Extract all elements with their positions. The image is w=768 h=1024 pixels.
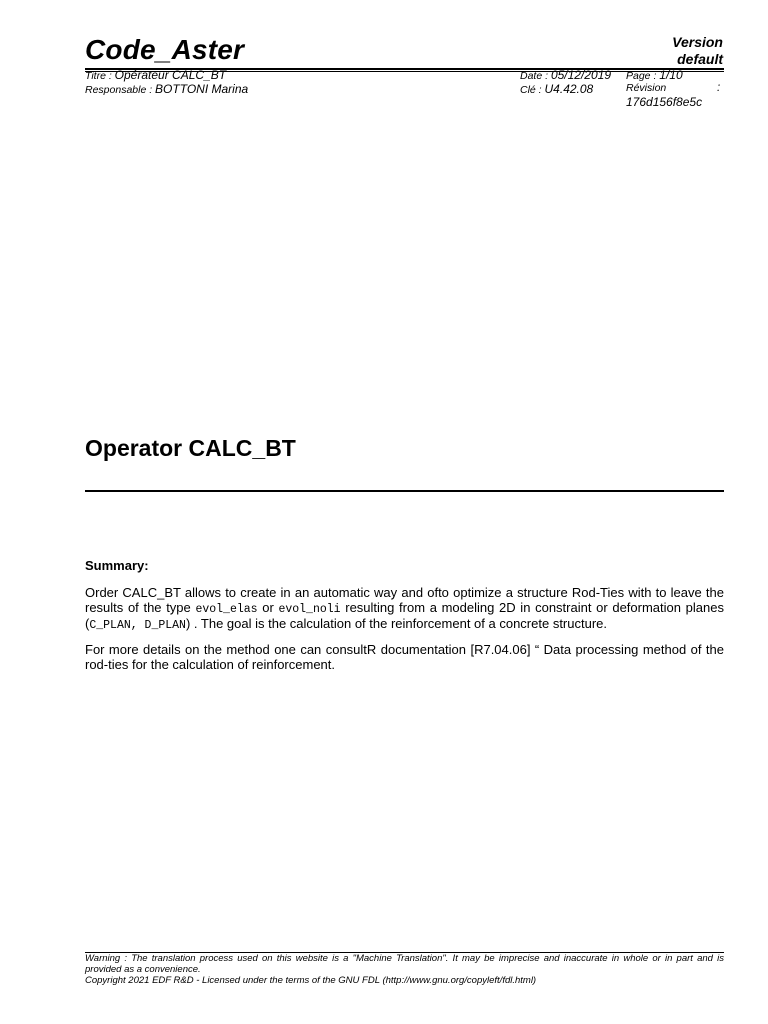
brand-logo-text: Code_Aster [85,34,245,65]
version-label [672,34,723,68]
p1-code-planes: C_PLAN, D_PLAN [89,619,186,632]
footer-warning: Warning : The translation process used on this website is a "Machine Translation". It may be imprecise and inaccurate in whole or in part and is provided as a convenience. [85,953,724,975]
header-revision [626,81,666,95]
revision-hash: 176d156f8e5c [626,95,703,109]
cle-value: U4.42.08 [544,82,594,96]
version-line-2: default [677,51,723,67]
p1-text-b: or [257,599,279,615]
header-responsable [85,82,248,97]
summary-paragraph-2: For more details on the method one can consultR documentation [R7.04.06] “ Data processing method of the rod-ties for the calculation of reinforcement. [85,642,724,672]
p1-text-c: resulting from a modeling 2D in constraint or deformation planes ( [85,599,724,631]
document-title: Operator CALC_BT [85,435,296,461]
version-line-1: Version [672,34,723,50]
responsable-value: BOTTONI Marina [155,82,249,96]
revision-value [626,95,702,110]
responsable-label: Responsable : [85,84,156,96]
p1-code-evol-noli: evol_noli [278,602,341,616]
title-rule [85,490,724,492]
revision-label: Révision [626,82,667,94]
header-title [85,68,226,83]
page-label: Page : [626,70,660,82]
summary-heading: Summary: [85,558,149,573]
date-value: 05/12/2019 [550,68,611,82]
p1-code-evol-elas: evol_elas [195,602,258,616]
date-label: Date : [520,70,551,82]
page-value: 1/10 [659,68,683,82]
revision-colon: : [717,82,721,94]
p1-text-a: Order CALC_BT allows to create in an automatic way and ofto optimize a structure Rod-Ties with to leave the results of the type [85,585,724,615]
title-value: Opérateur CALC_BT [114,68,227,82]
summary-paragraph-1 [85,586,724,634]
title-label: Titre : [85,70,115,82]
header-date [520,68,611,83]
p1-text-d: ) . The goal is the calculation of the reinforcement of a concrete structure. [185,616,608,631]
footer-copyright: Copyright 2021 EDF R&D - Licensed under the terms of the GNU FDL (http://www.gnu.org/copyleft/fdl.html) [85,975,537,986]
header-cle [520,82,593,97]
cle-label: Clé : [520,84,545,96]
